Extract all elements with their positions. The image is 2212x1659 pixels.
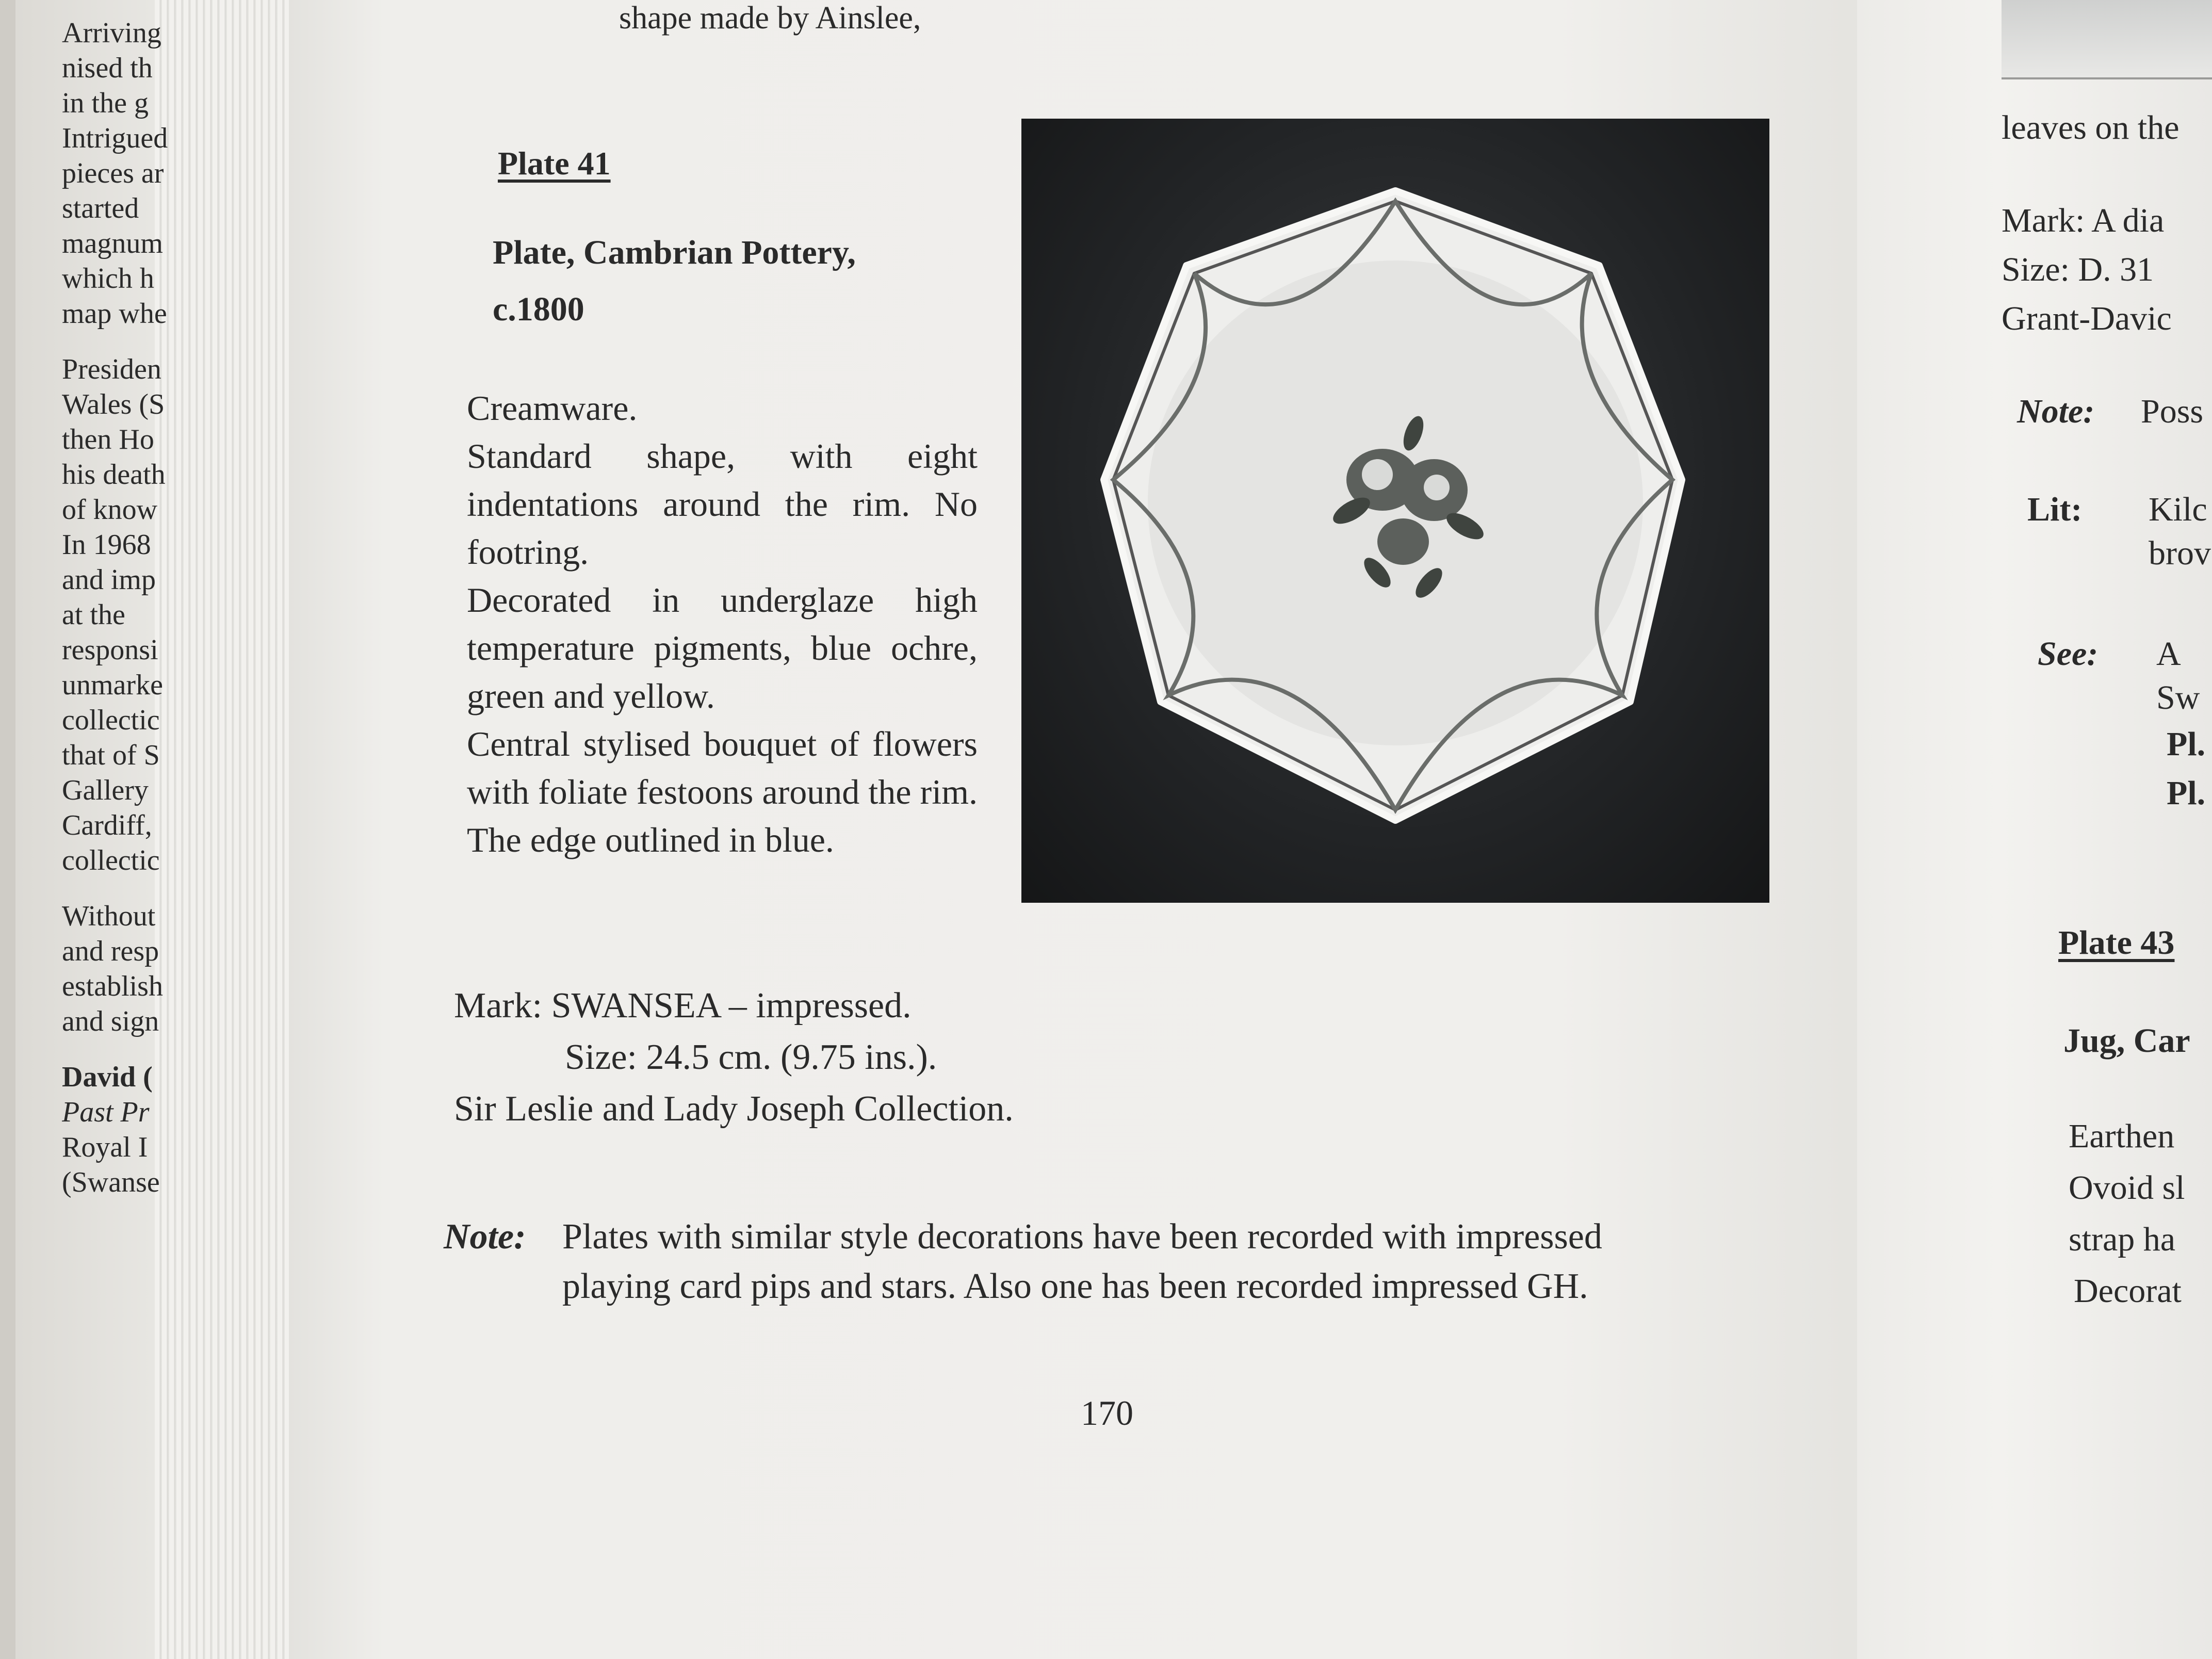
collection-line: Grant-Davic bbox=[2002, 300, 2172, 337]
left-text-line: nised th bbox=[62, 52, 153, 84]
left-text-line: In 1968 bbox=[62, 529, 151, 561]
description-line: strap ha bbox=[2069, 1221, 2176, 1258]
author-name: David ( bbox=[62, 1061, 153, 1093]
lit-text: brov bbox=[2149, 534, 2211, 572]
description-paragraph: Creamware. bbox=[467, 388, 638, 428]
left-text-line: responsi bbox=[62, 634, 158, 666]
left-text-line: his death bbox=[62, 459, 166, 491]
see-text: A bbox=[2156, 635, 2181, 673]
plate-date: c.1800 bbox=[493, 290, 584, 328]
description-paragraph: Decorated in underglaze high temperature pigments, blue ochre, green and yellow. bbox=[467, 580, 978, 715]
plate-description bbox=[467, 384, 978, 864]
author-title: Past Pr bbox=[62, 1096, 150, 1128]
size-line: Size: 24.5 cm. (9.75 ins.). bbox=[565, 1037, 937, 1077]
left-text-line: collectic bbox=[62, 844, 160, 876]
left-text-line: unmarke bbox=[62, 669, 163, 701]
left-text-line: at the bbox=[62, 599, 125, 631]
right-page bbox=[1857, 0, 2212, 1659]
note-label: Note: bbox=[444, 1217, 526, 1257]
note-text: Poss bbox=[2141, 393, 2204, 430]
author-line: Royal I bbox=[62, 1131, 148, 1163]
photo-thumbnail bbox=[2002, 0, 2212, 79]
page-number: 170 bbox=[1081, 1393, 1133, 1433]
left-text-line: started bbox=[62, 192, 139, 224]
plate-title bbox=[493, 224, 957, 338]
left-text-line: and resp bbox=[62, 935, 159, 967]
see-text: Pl. bbox=[2167, 774, 2206, 812]
left-text-line: of know bbox=[62, 494, 158, 526]
left-text-line: pieces ar bbox=[62, 157, 164, 189]
mark-line: Mark: SWANSEA – impressed. bbox=[454, 986, 912, 1026]
left-text-line: Arriving bbox=[62, 17, 161, 49]
collection-line: Sir Leslie and Lady Joseph Collection. bbox=[454, 1089, 1014, 1129]
author-line: (Swanse bbox=[62, 1166, 160, 1198]
lit-label: Lit: bbox=[2027, 491, 2083, 528]
see-label: See: bbox=[2038, 635, 2099, 673]
left-text-line: which h bbox=[62, 263, 154, 295]
description-paragraph: Standard shape, with eight indentations around the rim. No footring. bbox=[467, 436, 978, 572]
plate-number: Plate 43 bbox=[2058, 924, 2175, 962]
note-label: Note: bbox=[2017, 393, 2095, 430]
mark-line: Mark: A dia bbox=[2002, 202, 2165, 239]
plate-title-line: Plate, Cambrian Pottery, bbox=[493, 234, 856, 271]
see-text: Sw bbox=[2156, 679, 2200, 717]
left-text-line: Without bbox=[62, 900, 156, 932]
text-line: leaves on the bbox=[2002, 109, 2180, 147]
description-paragraph: Central stylised bouquet of flowers with foliate festoons around the rim. The edge outlined in blue. bbox=[467, 724, 978, 859]
left-text-line: Intrigued bbox=[62, 122, 168, 154]
left-text-line: Presiden bbox=[62, 353, 161, 385]
plate-details bbox=[454, 980, 1014, 1135]
left-text-line: Cardiff, bbox=[62, 809, 152, 841]
left-text-line: and sign bbox=[62, 1005, 159, 1037]
plate-photograph bbox=[1021, 119, 1769, 903]
size-line: Size: D. 31 bbox=[2002, 251, 2154, 288]
see-text: Pl. bbox=[2167, 725, 2206, 763]
plate-illustration bbox=[1021, 119, 1769, 903]
left-text-line: that of S bbox=[62, 739, 160, 771]
left-text-line: magnum bbox=[62, 227, 163, 259]
left-text-line: then Ho bbox=[62, 424, 154, 456]
left-text-line: in the g bbox=[62, 87, 149, 119]
plate-number: Plate 41 bbox=[498, 145, 611, 182]
left-text-line: and imp bbox=[62, 564, 156, 596]
left-text-line: Wales (S bbox=[62, 388, 165, 420]
left-text-line: collectic bbox=[62, 704, 160, 736]
note-text: Plates with similar style decorations have been recorded with impressed bbox=[562, 1217, 1602, 1257]
plate-title: Jug, Car bbox=[2063, 1022, 2190, 1060]
lit-text: Kilc bbox=[2149, 491, 2207, 528]
left-text-line: establish bbox=[62, 970, 163, 1002]
left-text-line: Gallery bbox=[62, 774, 149, 806]
description-line: Decorat bbox=[2074, 1272, 2182, 1310]
note-text: playing card pips and stars. Also one has been recorded impressed GH. bbox=[562, 1266, 1588, 1306]
top-text-fragment: shape made by Ainslee, bbox=[619, 1, 921, 36]
description-line: Earthen bbox=[2069, 1117, 2175, 1155]
left-column-text bbox=[62, 15, 268, 1200]
description-line: Ovoid sl bbox=[2069, 1169, 2185, 1207]
plate-note bbox=[444, 1212, 1602, 1311]
left-text-line: map whe bbox=[62, 298, 167, 330]
